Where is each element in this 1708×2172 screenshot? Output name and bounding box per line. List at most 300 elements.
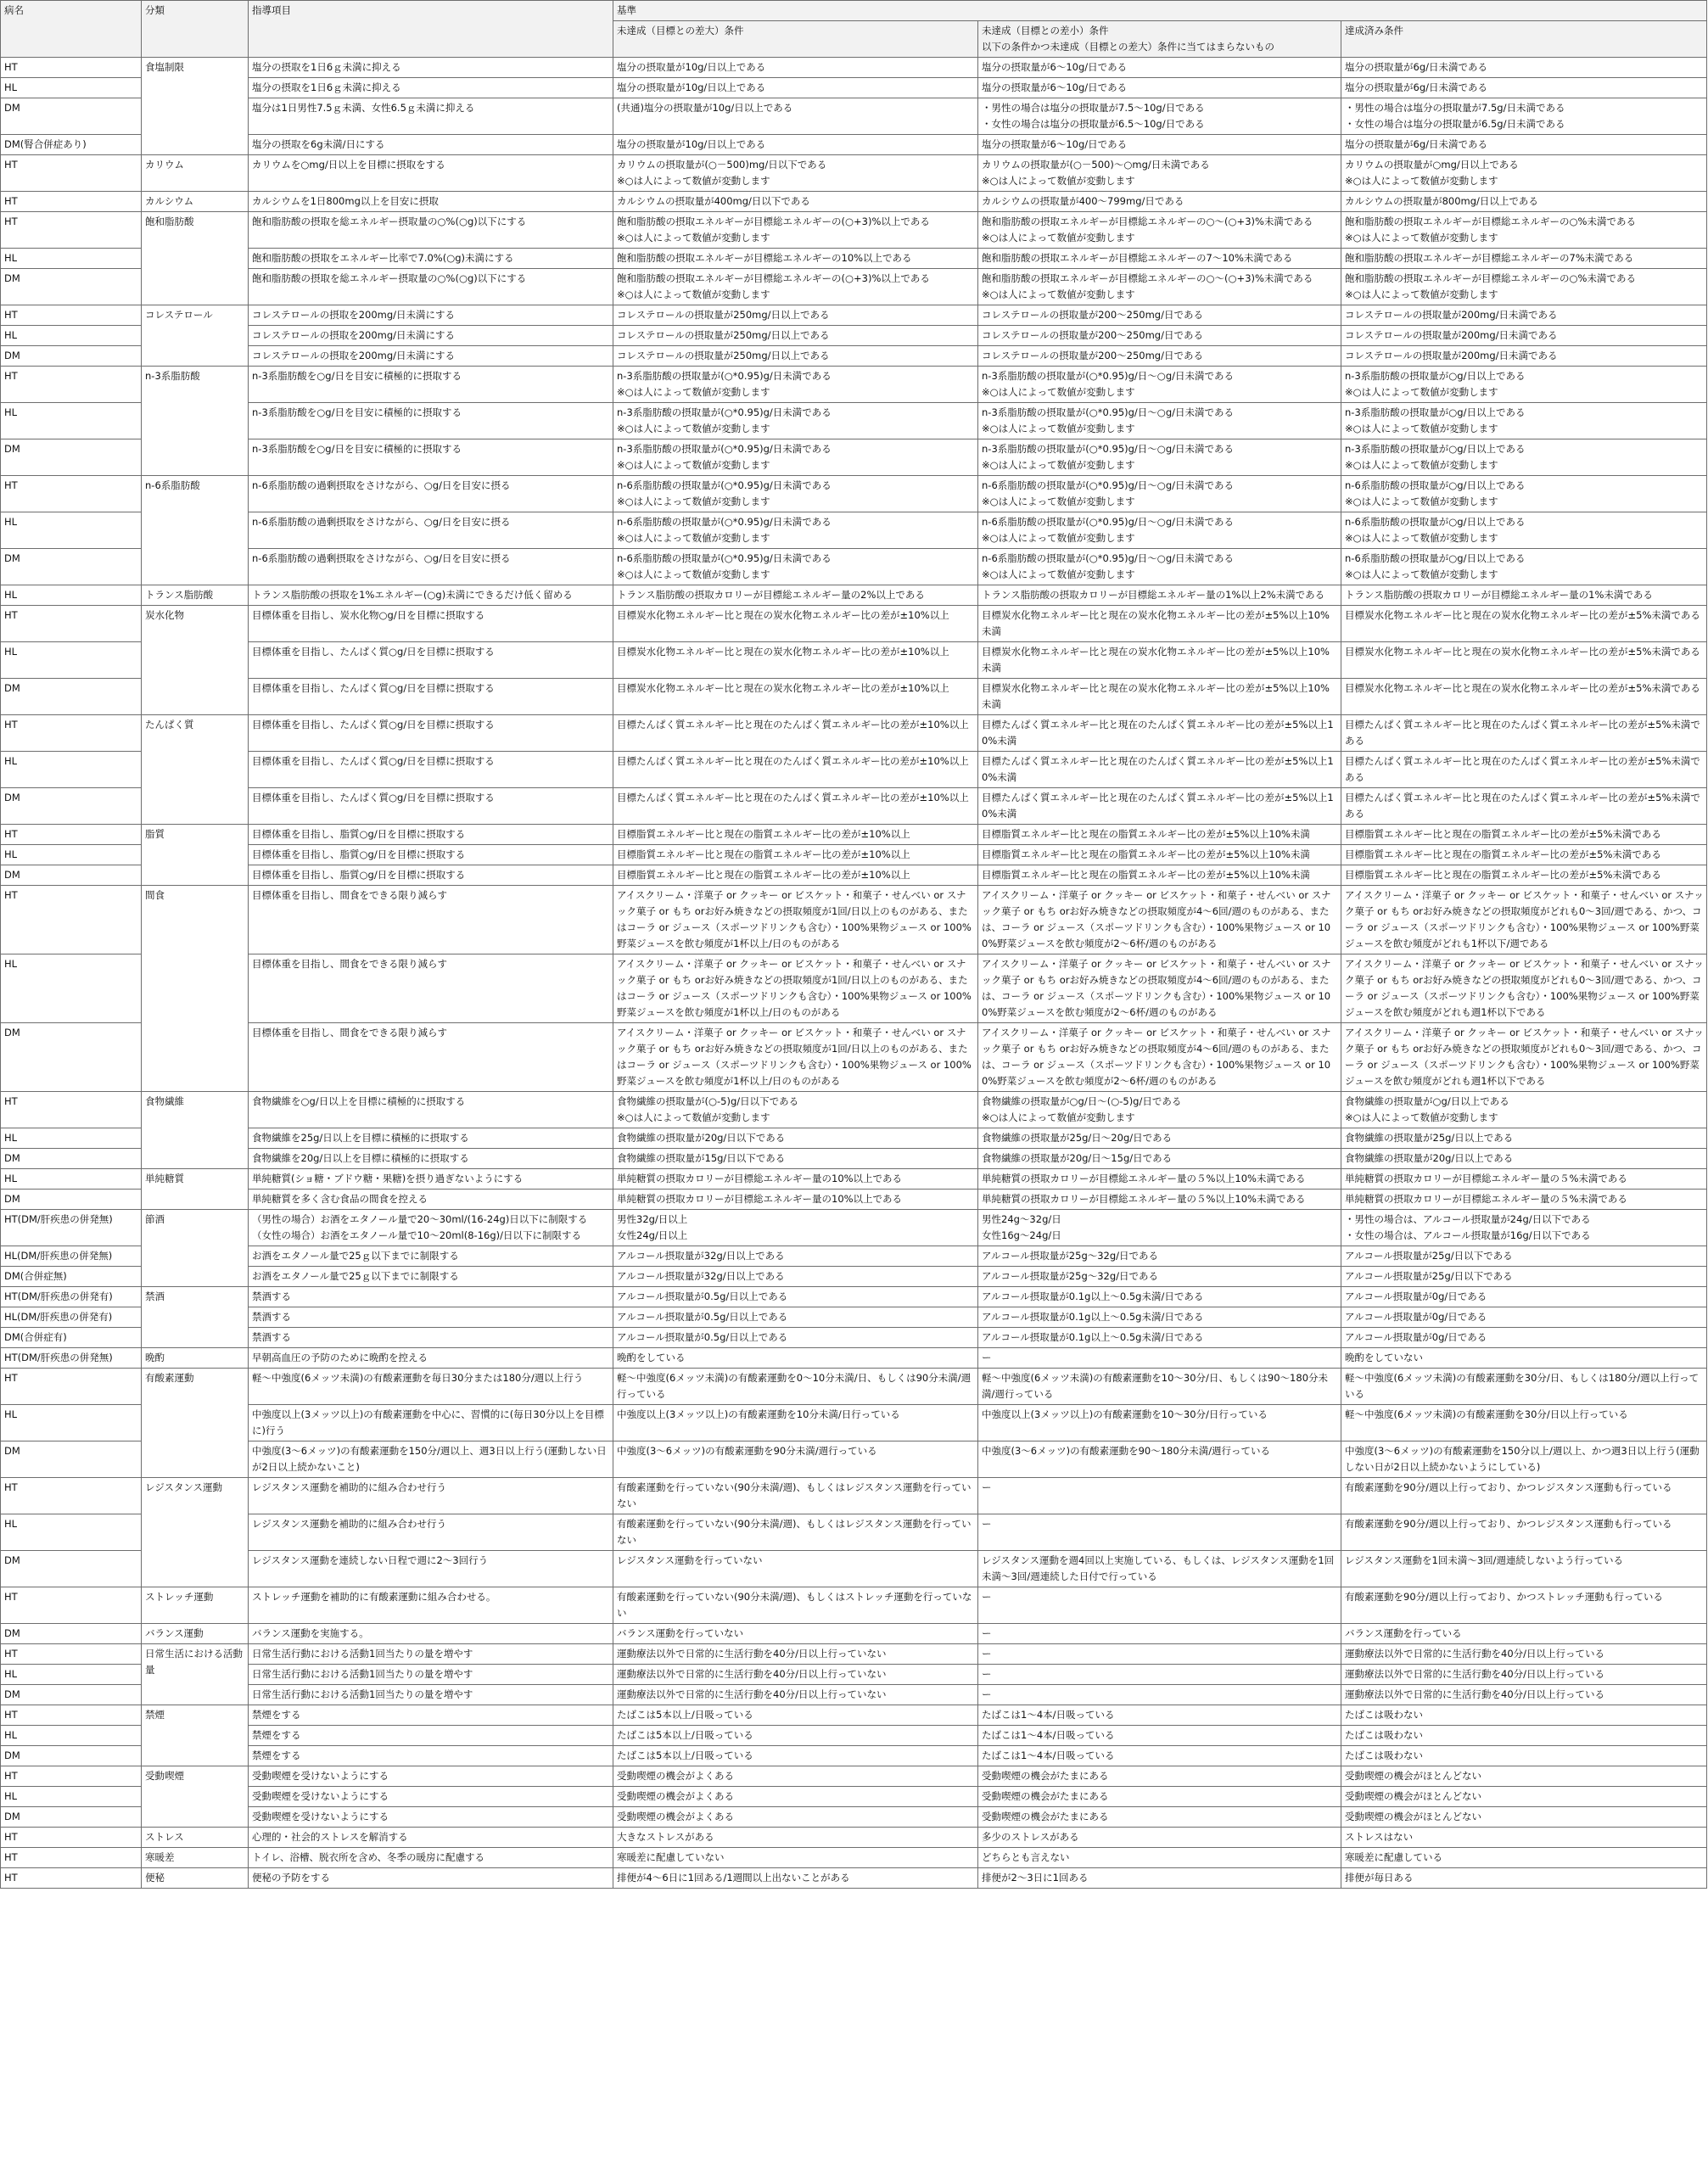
guidance-item-cell: 軽～中強度(6メッツ未満)の有酸素運動を毎日30分または180分/週以上行う [249, 1369, 613, 1405]
unachieved-small-gap-cell: 食物繊維の摂取量が25g/日～20g/日である [978, 1128, 1341, 1149]
category-cell: 寒暖差 [142, 1848, 249, 1868]
category-cell: ストレッチ運動 [142, 1587, 249, 1624]
table-row [1, 1210, 1707, 1246]
guidance-item-cell: 禁酒する [249, 1287, 613, 1307]
unachieved-small-gap-cell: アルコール摂取量が0.1g以上～0.5g未満/日である [978, 1287, 1341, 1307]
guidance-item-cell: 目標体重を目指し、間食をできる限り減らす [249, 886, 613, 954]
table-row [1, 1746, 1707, 1766]
disease-cell: HT [1, 476, 142, 512]
category-cell: 間食 [142, 886, 249, 1092]
unachieved-large-gap-cell: 目標脂質エネルギー比と現在の脂質エネルギー比の差が±10%以上 [613, 845, 978, 865]
category-cell: n-6系脂肪酸 [142, 476, 249, 585]
guidance-item-cell: 禁煙をする [249, 1746, 613, 1766]
unachieved-large-gap-cell: 軽～中強度(6メッツ未満)の有酸素運動を0～10分未満/日、もしくは90分未満/週行っている [613, 1369, 978, 1405]
table-row [1, 1587, 1707, 1624]
table-row [1, 1128, 1707, 1149]
unachieved-small-gap-cell: 塩分の摂取量が6～10g/日である [978, 58, 1341, 78]
achieved-cell: アルコール摂取量が0g/日である [1341, 1287, 1707, 1307]
guidance-item-cell: 目標体重を目指し、脂質○g/日を目標に摂取する [249, 845, 613, 865]
category-cell: 炭水化物 [142, 606, 249, 715]
unachieved-large-gap-cell: アルコール摂取量が0.5g/日以上である [613, 1328, 978, 1348]
guidance-item-cell: n-6系脂肪酸の過剰摂取をさけながら、○g/日を目安に摂る [249, 549, 613, 585]
table-row [1, 1644, 1707, 1665]
category-cell: 禁酒 [142, 1287, 249, 1348]
guidance-item-cell: n-6系脂肪酸の過剰摂取をさけながら、○g/日を目安に摂る [249, 476, 613, 512]
unachieved-small-gap-cell: 目標炭水化物エネルギー比と現在の炭水化物エネルギー比の差が±5%以上10%未満 [978, 606, 1341, 642]
disease-cell: DM [1, 1441, 142, 1478]
achieved-cell: 受動喫煙の機会がほとんどない [1341, 1807, 1707, 1828]
achieved-cell: 軽～中強度(6メッツ未満)の有酸素運動を30分/日、もしくは180分/週以上行っている [1341, 1369, 1707, 1405]
table-row [1, 1023, 1707, 1092]
unachieved-large-gap-cell: 有酸素運動を行っていない(90分未満/週)、もしくはレジスタンス運動を行っていない [613, 1478, 978, 1514]
unachieved-small-gap-cell: 単純糖質の摂取カロリーが目標総エネルギー量の５%以上10%未満である [978, 1169, 1341, 1190]
unachieved-small-gap-cell: 排便が2～3日に1回ある [978, 1868, 1341, 1889]
table-row [1, 679, 1707, 715]
achieved-cell: 受動喫煙の機会がほとんどない [1341, 1766, 1707, 1787]
unachieved-large-gap-cell: 晩酌をしている [613, 1348, 978, 1369]
category-cell: 食物繊維 [142, 1092, 249, 1169]
unachieved-small-gap-cell: 飽和脂肪酸の摂取エネルギーが目標総エネルギーの○～(○+3)%未満である ※○は人によって数値が変動します [978, 212, 1341, 249]
category-cell: 晩酌 [142, 1348, 249, 1369]
guidance-item-cell: 塩分は1日男性7.5ｇ未満、女性6.5ｇ未満に抑える [249, 98, 613, 135]
table-row [1, 269, 1707, 305]
unachieved-large-gap-cell: 受動喫煙の機会がよくある [613, 1787, 978, 1807]
guidance-item-cell: 単純糖質(ショ糖・ブドウ糖・果糖)を摂り過ぎないようにする [249, 1169, 613, 1190]
achieved-cell: 受動喫煙の機会がほとんどない [1341, 1787, 1707, 1807]
guidance-item-cell: カリウムを○mg/日以上を目標に摂取をする [249, 155, 613, 192]
unachieved-small-gap-cell: 食物繊維の摂取量が○g/日～(○-5)g/日である ※○は人によって数値が変動します [978, 1092, 1341, 1128]
achieved-cell: 運動療法以外で日常的に生活行動を40分/日以上行っている [1341, 1685, 1707, 1705]
guidance-item-cell: コレステロールの摂取を200mg/日未満にする [249, 326, 613, 346]
category-cell: 節酒 [142, 1210, 249, 1287]
disease-cell: DM(合併症無) [1, 1267, 142, 1287]
unachieved-small-gap-cell: 中強度以上(3メッツ以上)の有酸素運動を10～30分/日行っている [978, 1405, 1341, 1441]
header-criteria: 基準 [613, 1, 1707, 21]
unachieved-large-gap-cell: コレステロールの摂取量が250mg/日以上である [613, 346, 978, 367]
guidance-item-cell: お酒をエタノール量で25ｇ以下までに制限する [249, 1267, 613, 1287]
achieved-cell: アルコール摂取量が0g/日である [1341, 1328, 1707, 1348]
disease-cell: HT [1, 715, 142, 752]
unachieved-large-gap-cell: アルコール摂取量が32g/日以上である [613, 1246, 978, 1267]
disease-cell: DM [1, 1807, 142, 1828]
header-unachieved-small-gap: 未達成（目標との差小）条件 以下の条件か⁠つ未達成（目標との差大）条件に当てはまらないもの [978, 21, 1341, 58]
unachieved-small-gap-cell: ー [978, 1348, 1341, 1369]
guidance-item-cell: 日常生活行動における活動1回当たりの量を増やす [249, 1665, 613, 1685]
table-row [1, 1807, 1707, 1828]
guidance-item-cell: 受動喫煙を受けないようにする [249, 1787, 613, 1807]
table-row [1, 78, 1707, 98]
unachieved-small-gap-cell: n-3系脂肪酸の摂取量が(○*0.95)g/日～○g/日未満である ※○は人によって数値が変動します [978, 439, 1341, 476]
disease-cell: HL(DM/肝疾患の併発有) [1, 1307, 142, 1328]
table-row [1, 512, 1707, 549]
unachieved-large-gap-cell: たばこは5本以上/日吸っている [613, 1705, 978, 1726]
achieved-cell: n-3系脂肪酸の摂取量が○g/日以上である ※○は人によって数値が変動します [1341, 439, 1707, 476]
category-cell: 飽和脂肪酸 [142, 212, 249, 305]
unachieved-large-gap-cell: 運動療法以外で日常的に生活行動を40分/日以上行っていない [613, 1685, 978, 1705]
disease-cell: HT [1, 1644, 142, 1665]
header-disease: 病名 [1, 1, 142, 58]
disease-cell: DM [1, 98, 142, 135]
table-row [1, 1348, 1707, 1369]
table-row [1, 1514, 1707, 1551]
unachieved-small-gap-cell: コレステロールの摂取量が200～250mg/日である [978, 305, 1341, 326]
disease-cell: HL [1, 1787, 142, 1807]
table-row [1, 367, 1707, 403]
unachieved-large-gap-cell: 食物繊維の摂取量が20g/日以下である [613, 1128, 978, 1149]
achieved-cell: 単純糖質の摂取カロリーが目標総エネルギー量の５%未満である [1341, 1169, 1707, 1190]
disease-cell: DM [1, 1746, 142, 1766]
unachieved-large-gap-cell: n-6系脂肪酸の摂取量が(○*0.95)g/日未満である ※○は人によって数値が変動します [613, 549, 978, 585]
achieved-cell: 目標脂質エネルギー比と現在の脂質エネルギー比の差が±5%未満である [1341, 865, 1707, 886]
achieved-cell: n-6系脂肪酸の摂取量が○g/日以上である ※○は人によって数値が変動します [1341, 549, 1707, 585]
guidance-item-cell: 塩分の摂取を6g未満/日にする [249, 135, 613, 155]
table-row [1, 1848, 1707, 1868]
table-body [1, 58, 1707, 1889]
unachieved-large-gap-cell: アイスクリーム・洋菓子 or クッキー or ビスケット・和菓子・せんべい or スナック菓子 or もち orお好み焼きなどの摂取頻度が1回/日以上のものがある、またはコーラ or ジュース（スポーツドリンクも含む）・100%果物ジュース or 100%野菜ジュースを飲む頻度が1杯以上/日のものがある [613, 954, 978, 1023]
table-row [1, 865, 1707, 886]
disease-cell: DM [1, 439, 142, 476]
disease-cell: HT [1, 825, 142, 845]
table-row [1, 135, 1707, 155]
unachieved-large-gap-cell: 排便が4～6日に1回ある/1週間以上出ないことがある [613, 1868, 978, 1889]
unachieved-small-gap-cell: アルコール摂取量が25g～32g/日である [978, 1246, 1341, 1267]
unachieved-large-gap-cell: 目標たんぱく質エネルギー比と現在のたんぱく質エネルギー比の差が±10%以上 [613, 752, 978, 788]
guidance-item-cell: 早朝高血圧の予防のために晩酌を控える [249, 1348, 613, 1369]
category-cell: 禁煙 [142, 1705, 249, 1766]
guidance-item-cell: 食物繊維を25g/日以上を目標に積極的に摂取する [249, 1128, 613, 1149]
unachieved-large-gap-cell: 目標脂質エネルギー比と現在の脂質エネルギー比の差が±10%以上 [613, 825, 978, 845]
unachieved-small-gap-cell: コレステロールの摂取量が200～250mg/日である [978, 346, 1341, 367]
achieved-cell: 食物繊維の摂取量が25g/日以上である [1341, 1128, 1707, 1149]
unachieved-large-gap-cell: 中強度(3～6メッツ)の有酸素運動を90分未満/週行っている [613, 1441, 978, 1478]
guidance-item-cell: 飽和脂肪酸の摂取をエネルギー比率で7.0%(○g)未満にする [249, 249, 613, 269]
table-row [1, 1766, 1707, 1787]
disease-cell: HL [1, 403, 142, 439]
unachieved-small-gap-cell: 目標脂質エネルギー比と現在の脂質エネルギー比の差が±5%以上10%未満 [978, 825, 1341, 845]
unachieved-small-gap-cell: 受動喫煙の機会がたまにある [978, 1807, 1341, 1828]
disease-cell: DM [1, 1149, 142, 1169]
unachieved-large-gap-cell: 目標脂質エネルギー比と現在の脂質エネルギー比の差が±10%以上 [613, 865, 978, 886]
achieved-cell: 飽和脂肪酸の摂取エネルギーが目標総エネルギーの○%未満である ※○は人によって数値が変動します [1341, 269, 1707, 305]
table-row [1, 305, 1707, 326]
guidance-item-cell: コレステロールの摂取を200mg/日未満にする [249, 305, 613, 326]
unachieved-small-gap-cell: 男性24g～32g/日 女性16g～24g/日 [978, 1210, 1341, 1246]
unachieved-small-gap-cell: レジスタンス運動を週4回以上実施している、もしくは、レジスタンス運動を1回未満～3回/週連続した日付で行っている [978, 1551, 1341, 1587]
disease-cell: HT [1, 58, 142, 78]
unachieved-large-gap-cell: 目標炭水化物エネルギー比と現在の炭水化物エネルギー比の差が±10%以上 [613, 679, 978, 715]
table-row [1, 549, 1707, 585]
category-cell: 有酸素運動 [142, 1369, 249, 1478]
guidance-item-cell: n-3系脂肪酸を○g/日を目安に積極的に摂取する [249, 403, 613, 439]
category-cell: 便秘 [142, 1868, 249, 1889]
unachieved-large-gap-cell: 有酸素運動を行っていない(90分未満/週)、もしくはレジスタンス運動を行っていない [613, 1514, 978, 1551]
table-row [1, 1190, 1707, 1210]
header-achieved: 達成済み条件 [1341, 21, 1707, 58]
achieved-cell: バランス運動を行っている [1341, 1624, 1707, 1644]
achieved-cell: 食物繊維の摂取量が20g/日以上である [1341, 1149, 1707, 1169]
header-unachieved-large-gap: 未達成（目標との差大）条件 [613, 21, 978, 58]
guidance-item-cell: 食物繊維を○g/日以上を目標に積極的に摂取する [249, 1092, 613, 1128]
achieved-cell: たばこは吸わない [1341, 1746, 1707, 1766]
guidance-item-cell: 食物繊維を20g/日以上を目標に積極的に摂取する [249, 1149, 613, 1169]
guidance-item-cell: 目標体重を目指し、たんぱく質○g/日を目標に摂取する [249, 715, 613, 752]
achieved-cell: ・男性の場合は、アルコール摂取量が24g/日以下である ・女性の場合は、アルコール摂取量が16g/日以下である [1341, 1210, 1707, 1246]
disease-cell: HT [1, 1587, 142, 1624]
achieved-cell: n-3系脂肪酸の摂取量が○g/日以上である ※○は人によって数値が変動します [1341, 367, 1707, 403]
unachieved-small-gap-cell: たばこは1～4本/日吸っている [978, 1726, 1341, 1746]
table-row [1, 1246, 1707, 1267]
table-row [1, 1726, 1707, 1746]
achieved-cell: 有酸素運動を90分/週以上行っており、かつストレッチ運動も行っている [1341, 1587, 1707, 1624]
unachieved-large-gap-cell: 食物繊維の摂取量が(○-5)g/日以下である ※○は人によって数値が変動します [613, 1092, 978, 1128]
unachieved-small-gap-cell: 単純糖質の摂取カロリーが目標総エネルギー量の５%以上10%未満である [978, 1190, 1341, 1210]
disease-cell: HT [1, 886, 142, 954]
table-row [1, 326, 1707, 346]
category-cell: 日常生活における活動量 [142, 1644, 249, 1705]
disease-cell: HL(DM/肝疾患の併発無) [1, 1246, 142, 1267]
unachieved-large-gap-cell: 中強度以上(3メッツ以上)の有酸素運動を10分未満/日行っている [613, 1405, 978, 1441]
guidance-item-cell: 塩分の摂取を1日6ｇ未満に抑える [249, 78, 613, 98]
unachieved-small-gap-cell: ー [978, 1685, 1341, 1705]
unachieved-small-gap-cell: 目標脂質エネルギー比と現在の脂質エネルギー比の差が±5%以上10%未満 [978, 865, 1341, 886]
table-row [1, 585, 1707, 606]
table-row [1, 606, 1707, 642]
unachieved-small-gap-cell: アイスクリーム・洋菓子 or クッキー or ビスケット・和菓子・せんべい or スナック菓子 or もち orお好み焼きなどの摂取頻度が4～6回/週のものがある、または、コーラ or ジュース（スポーツドリンクも含む）・100%果物ジュース or 100%野菜ジュースを飲む頻度が2～6杯/週のものがある [978, 954, 1341, 1023]
unachieved-large-gap-cell: n-3系脂肪酸の摂取量が(○*0.95)g/日未満である ※○は人によって数値が変動します [613, 439, 978, 476]
table-row [1, 752, 1707, 788]
achieved-cell: カリウムの摂取量が○mg/日以上である ※○は人によって数値が変動します [1341, 155, 1707, 192]
unachieved-large-gap-cell: 塩分の摂取量が10g/日以上である [613, 58, 978, 78]
guidance-item-cell: 目標体重を目指し、脂質○g/日を目標に摂取する [249, 825, 613, 845]
category-cell: コレステロール [142, 305, 249, 367]
achieved-cell: 塩分の摂取量が6g/日未満である [1341, 78, 1707, 98]
achieved-cell: レジスタンス運動を1回未満～3回/週連続しないよう行っている [1341, 1551, 1707, 1587]
achieved-cell: ストレスはない [1341, 1828, 1707, 1848]
guidance-item-cell: 禁酒する [249, 1307, 613, 1328]
table-row [1, 1328, 1707, 1348]
guidance-item-cell: 目標体重を目指し、間食をできる限り減らす [249, 1023, 613, 1092]
achieved-cell: トランス脂肪酸の摂取カロリーが目標総エネルギー量の1%未満である [1341, 585, 1707, 606]
category-cell: トランス脂肪酸 [142, 585, 249, 606]
achieved-cell: 排便が毎日ある [1341, 1868, 1707, 1889]
disease-cell: HT [1, 1868, 142, 1889]
disease-cell: DM [1, 1624, 142, 1644]
achieved-cell: たばこは吸わない [1341, 1705, 1707, 1726]
unachieved-small-gap-cell: 軽～中強度(6メッツ未満)の有酸素運動を10～30分/日、もしくは90～180分未満/週行っている [978, 1369, 1341, 1405]
achieved-cell: コレステロールの摂取量が200mg/日未満である [1341, 326, 1707, 346]
unachieved-large-gap-cell: 運動療法以外で日常的に生活行動を40分/日以上行っていない [613, 1644, 978, 1665]
guidance-item-cell: 受動喫煙を受けないようにする [249, 1807, 613, 1828]
unachieved-small-gap-cell: ー [978, 1514, 1341, 1551]
guidance-item-cell: 禁煙をする [249, 1705, 613, 1726]
unachieved-large-gap-cell: n-6系脂肪酸の摂取量が(○*0.95)g/日未満である ※○は人によって数値が変動します [613, 476, 978, 512]
table-row [1, 1551, 1707, 1587]
unachieved-large-gap-cell: 運動療法以外で日常的に生活行動を40分/日以上行っていない [613, 1665, 978, 1685]
disease-cell: DM [1, 549, 142, 585]
guidance-item-cell: 中強度以上(3メッツ以上)の有酸素運動を中心に、習慣的に(毎日30分以上を目標に)行う [249, 1405, 613, 1441]
guidance-item-cell: コレステロールの摂取を200mg/日未満にする [249, 346, 613, 367]
unachieved-large-gap-cell: カリウムの摂取量が(○－500)mg/日以下である ※○は人によって数値が変動します [613, 155, 978, 192]
achieved-cell: コレステロールの摂取量が200mg/日未満である [1341, 305, 1707, 326]
table-row [1, 1267, 1707, 1287]
guidance-item-cell: 目標体重を目指し、たんぱく質○g/日を目標に摂取する [249, 642, 613, 679]
unachieved-small-gap-cell: 目標脂質エネルギー比と現在の脂質エネルギー比の差が±5%以上10%未満 [978, 845, 1341, 865]
disease-cell: HL [1, 512, 142, 549]
unachieved-large-gap-cell: バランス運動を行っていない [613, 1624, 978, 1644]
disease-cell: HL [1, 642, 142, 679]
disease-cell: HT [1, 155, 142, 192]
category-cell: 単純糖質 [142, 1169, 249, 1210]
disease-cell: HL [1, 1726, 142, 1746]
disease-cell: HL [1, 249, 142, 269]
achieved-cell: 単純糖質の摂取カロリーが目標総エネルギー量の５%未満である [1341, 1190, 1707, 1210]
unachieved-small-gap-cell: アルコール摂取量が0.1g以上～0.5g未満/日である [978, 1328, 1341, 1348]
disease-cell: HL [1, 1665, 142, 1685]
disease-cell: DM [1, 1023, 142, 1092]
unachieved-large-gap-cell: アルコール摂取量が0.5g/日以上である [613, 1307, 978, 1328]
unachieved-large-gap-cell: 有酸素運動を行っていない(90分未満/週)、もしくはストレッチ運動を行っていない [613, 1587, 978, 1624]
unachieved-small-gap-cell: 塩分の摂取量が6～10g/日である [978, 135, 1341, 155]
achieved-cell: 目標炭水化物エネルギー比と現在の炭水化物エネルギー比の差が±5%未満である [1341, 606, 1707, 642]
achieved-cell: コレステロールの摂取量が200mg/日未満である [1341, 346, 1707, 367]
achieved-cell: 食物繊維の摂取量が○g/日以上である ※○は人によって数値が変動します [1341, 1092, 1707, 1128]
disease-cell: DM [1, 865, 142, 886]
table-row [1, 1405, 1707, 1441]
achieved-cell: 軽～中強度(6メッツ未満)の有酸素運動を30分/日以上行っている [1341, 1405, 1707, 1441]
unachieved-large-gap-cell: 男性32g/日以上 女性24g/日以上 [613, 1210, 978, 1246]
unachieved-small-gap-cell: ー [978, 1587, 1341, 1624]
unachieved-small-gap-cell: 塩分の摂取量が6～10g/日である [978, 78, 1341, 98]
guidance-item-cell: 単純糖質を多く含む食品の間食を控える [249, 1190, 613, 1210]
unachieved-large-gap-cell: アイスクリーム・洋菓子 or クッキー or ビスケット・和菓子・せんべい or スナック菓子 or もち orお好み焼きなどの摂取頻度が1回/日以上のものがある、またはコーラ or ジュース（スポーツドリンクも含む）・100%果物ジュース or 100%野菜ジュースを飲む頻度が1杯以上/日のものがある [613, 886, 978, 954]
disease-cell: HL [1, 1405, 142, 1441]
disease-cell: HL [1, 845, 142, 865]
disease-cell: DM [1, 1685, 142, 1705]
table-row [1, 1478, 1707, 1514]
guidance-item-cell: レジスタンス運動を連続しない日程で週に2～3回行う [249, 1551, 613, 1587]
table-row [1, 476, 1707, 512]
table-row [1, 1092, 1707, 1128]
disease-cell: HT [1, 305, 142, 326]
achieved-cell: n-3系脂肪酸の摂取量が○g/日以上である ※○は人によって数値が変動します [1341, 403, 1707, 439]
disease-cell: HT [1, 1848, 142, 1868]
achieved-cell: たばこは吸わない [1341, 1726, 1707, 1746]
achieved-cell: アルコール摂取量が25g/日以下である [1341, 1246, 1707, 1267]
unachieved-large-gap-cell: アイスクリーム・洋菓子 or クッキー or ビスケット・和菓子・せんべい or スナック菓子 or もち orお好み焼きなどの摂取頻度が1回/日以上のものがある、またはコーラ or ジュース（スポーツドリンクも含む）・100%果物ジュース or 100%野菜ジュースを飲む頻度が1杯以上/日のものがある [613, 1023, 978, 1092]
table-row [1, 1705, 1707, 1726]
guidance-item-cell: 目標体重を目指し、脂質○g/日を目標に摂取する [249, 865, 613, 886]
table-row [1, 346, 1707, 367]
disease-cell: HL [1, 78, 142, 98]
unachieved-small-gap-cell: どちらとも言えない [978, 1848, 1341, 1868]
unachieved-large-gap-cell: 目標炭水化物エネルギー比と現在の炭水化物エネルギー比の差が±10%以上 [613, 606, 978, 642]
guidance-item-cell: 禁煙をする [249, 1726, 613, 1746]
unachieved-small-gap-cell: n-6系脂肪酸の摂取量が(○*0.95)g/日～○g/日未満である ※○は人によって数値が変動します [978, 549, 1341, 585]
disease-cell: HL [1, 954, 142, 1023]
achieved-cell: 有酸素運動を90分/週以上行っており、かつレジスタンス運動も行っている [1341, 1478, 1707, 1514]
achieved-cell: 飽和脂肪酸の摂取エネルギーが目標総エネルギーの7%未満である [1341, 249, 1707, 269]
unachieved-small-gap-cell: アイスクリーム・洋菓子 or クッキー or ビスケット・和菓子・せんべい or スナック菓子 or もち orお好み焼きなどの摂取頻度が4～6回/週のものがある、または、コーラ or ジュース（スポーツドリンクも含む）・100%果物ジュース or 100%野菜ジュースを飲む頻度が2～6杯/週のものがある [978, 886, 1341, 954]
unachieved-large-gap-cell: 受動喫煙の機会がよくある [613, 1766, 978, 1787]
unachieved-small-gap-cell: カルシウムの摂取量が400～799mg/日である [978, 192, 1341, 212]
achieved-cell: n-6系脂肪酸の摂取量が○g/日以上である ※○は人によって数値が変動します [1341, 512, 1707, 549]
unachieved-small-gap-cell: n-3系脂肪酸の摂取量が(○*0.95)g/日～○g/日未満である ※○は人によって数値が変動します [978, 403, 1341, 439]
guidance-item-cell: 禁酒する [249, 1328, 613, 1348]
achieved-cell: 塩分の摂取量が6g/日未満である [1341, 135, 1707, 155]
guidance-item-cell: トランス脂肪酸の摂取を1%エネルギー(○g)未満にできるだけ低く留める [249, 585, 613, 606]
unachieved-large-gap-cell: 塩分の摂取量が10g/日以上である [613, 135, 978, 155]
table-row [1, 1787, 1707, 1807]
guidance-item-cell: n-6系脂肪酸の過剰摂取をさけながら、○g/日を目安に摂る [249, 512, 613, 549]
header-category: 分類 [142, 1, 249, 58]
unachieved-large-gap-cell: たばこは5本以上/日吸っている [613, 1726, 978, 1746]
unachieved-small-gap-cell: アルコール摂取量が25g～32g/日である [978, 1267, 1341, 1287]
table-row [1, 845, 1707, 865]
guidance-item-cell: 目標体重を目指し、たんぱく質○g/日を目標に摂取する [249, 752, 613, 788]
achieved-cell: 目標炭水化物エネルギー比と現在の炭水化物エネルギー比の差が±5%未満である [1341, 679, 1707, 715]
disease-cell: HT [1, 1369, 142, 1405]
unachieved-large-gap-cell: n-3系脂肪酸の摂取量が(○*0.95)g/日未満である ※○は人によって数値が変動します [613, 403, 978, 439]
unachieved-large-gap-cell: 目標たんぱく質エネルギー比と現在のたんぱく質エネルギー比の差が±10%以上 [613, 788, 978, 825]
table-row [1, 1624, 1707, 1644]
guidance-item-cell: 心理的・社会的ストレスを解消する [249, 1828, 613, 1848]
disease-cell: HT [1, 1766, 142, 1787]
disease-cell: DM [1, 1190, 142, 1210]
unachieved-large-gap-cell: アルコール摂取量が0.5g/日以上である [613, 1287, 978, 1307]
unachieved-large-gap-cell: n-6系脂肪酸の摂取量が(○*0.95)g/日未満である ※○は人によって数値が変動します [613, 512, 978, 549]
disease-cell: DM [1, 269, 142, 305]
guidance-item-cell: 日常生活行動における活動1回当たりの量を増やす [249, 1644, 613, 1665]
guidance-item-cell: お酒をエタノール量で25ｇ以下までに制限する [249, 1246, 613, 1267]
disease-cell: DM(合併症有) [1, 1328, 142, 1348]
unachieved-small-gap-cell: ー [978, 1478, 1341, 1514]
unachieved-small-gap-cell: ー [978, 1644, 1341, 1665]
unachieved-large-gap-cell: 目標炭水化物エネルギー比と現在の炭水化物エネルギー比の差が±10%以上 [613, 642, 978, 679]
guidance-item-cell: 受動喫煙を受けないようにする [249, 1766, 613, 1787]
table-row [1, 788, 1707, 825]
category-cell: 食塩制限 [142, 58, 249, 155]
achieved-cell: ・男性の場合は塩分の摂取量が7.5g/日未満である ・女性の場合は塩分の摂取量が6.5g/日未満である [1341, 98, 1707, 135]
disease-cell: HT [1, 606, 142, 642]
achieved-cell: 晩酌をしていない [1341, 1348, 1707, 1369]
unachieved-large-gap-cell: 飽和脂肪酸の摂取エネルギーが目標総エネルギーの10%以上である [613, 249, 978, 269]
guidance-item-cell: 飽和脂肪酸の摂取を総エネルギー摂取量の○%(○g)以下にする [249, 212, 613, 249]
category-cell: ストレス [142, 1828, 249, 1848]
unachieved-small-gap-cell: 目標炭水化物エネルギー比と現在の炭水化物エネルギー比の差が±5%以上10%未満 [978, 679, 1341, 715]
header-guidance-item: 指導項目 [249, 1, 613, 58]
unachieved-small-gap-cell: たばこは1～4本/日吸っている [978, 1705, 1341, 1726]
guidance-item-cell: 目標体重を目指し、たんぱく質○g/日を目標に摂取する [249, 788, 613, 825]
guidance-item-cell: レジスタンス運動を補助的に組み合わせ行う [249, 1478, 613, 1514]
guidance-item-cell: カルシウムを1日800mg以上を目安に摂取 [249, 192, 613, 212]
table-row [1, 1287, 1707, 1307]
achieved-cell: 運動療法以外で日常的に生活行動を40分/日以上行っている [1341, 1665, 1707, 1685]
unachieved-small-gap-cell: 受動喫煙の機会がたまにある [978, 1787, 1341, 1807]
disease-cell: HT [1, 212, 142, 249]
unachieved-large-gap-cell: 受動喫煙の機会がよくある [613, 1807, 978, 1828]
unachieved-large-gap-cell: 大きなストレスがある [613, 1828, 978, 1848]
disease-cell: DM(腎合併症あり) [1, 135, 142, 155]
unachieved-large-gap-cell: 食物繊維の摂取量が15g/日以下である [613, 1149, 978, 1169]
achieved-cell: 寒暖差に配慮している [1341, 1848, 1707, 1868]
achieved-cell: 中強度(3～6メッツ)の有酸素運動を150分以上/週以上、かつ週3日以上行う(運動しない日が2日以上続かないようにしている) [1341, 1441, 1707, 1478]
unachieved-small-gap-cell: 多少のストレスがある [978, 1828, 1341, 1848]
disease-cell: HL [1, 326, 142, 346]
category-cell: バランス運動 [142, 1624, 249, 1644]
unachieved-large-gap-cell: 飽和脂肪酸の摂取エネルギーが目標総エネルギーの(○+3)%以上である ※○は人によって数値が変動します [613, 212, 978, 249]
guidance-item-cell: 目標体重を目指し、間食をできる限り減らす [249, 954, 613, 1023]
unachieved-small-gap-cell: 目標炭水化物エネルギー比と現在の炭水化物エネルギー比の差が±5%以上10%未満 [978, 642, 1341, 679]
